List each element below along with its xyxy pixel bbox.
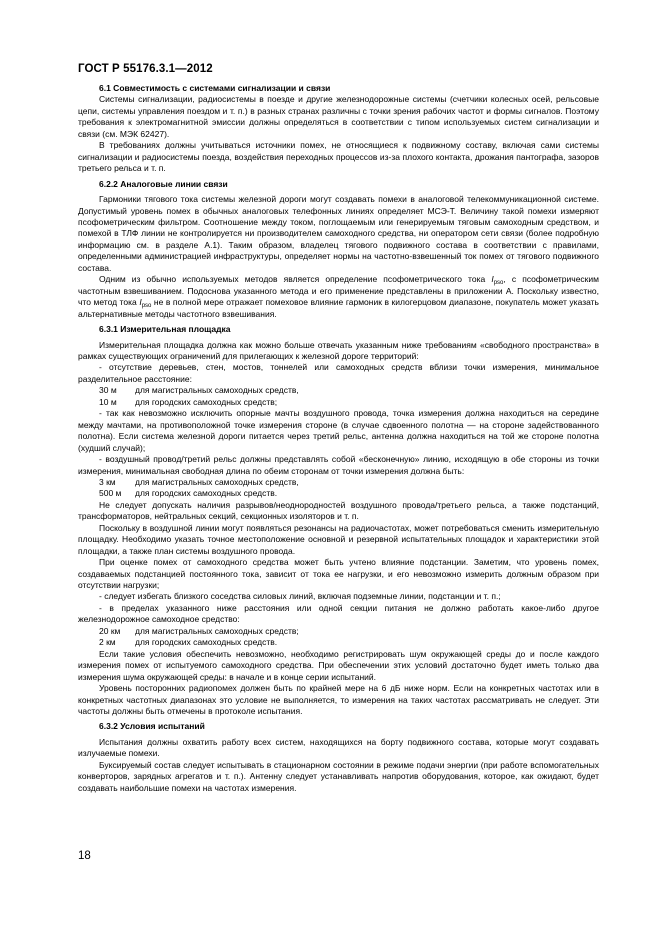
paragraph: Уровень посторонних радиопомех должен быть по крайней мере на 6 дБ ниже норм. Если на конкретных частотах или в конкретных частотных диапазонах это условие не выполняется, то измерения на таких частотах рассматривать не следует. Эти частоты должны быть отмечены в протоколе испытания. [78, 683, 599, 717]
current-symbol: I [491, 274, 494, 285]
distance-text: для городских самоходных средств. [135, 488, 278, 499]
distance-text: для городских самоходных средств; [135, 396, 278, 407]
section-heading-6-2-2: 6.2.2 Аналоговые линии связи [99, 178, 228, 189]
distance-text: для магистральных самоходных средств; [135, 625, 299, 636]
paragraph: Испытания должны охватить работу всех систем, находящихся на борту подвижного состава, которые могут создавать излучаемые помехи. [78, 736, 599, 759]
text-span: Одним из обычно используемых методов является определение псофометрического тока [99, 274, 492, 285]
section-heading-6-3-1: 6.3.1 Измерительная площадка [99, 324, 231, 335]
distance-value: 10 м [99, 396, 117, 407]
distance-row [99, 397, 599, 408]
paragraph: Не следует допускать наличия разрывов/неоднородностей воздушного провода/третьего рельса, а также подстанций, трансформаторов, нейтральных секций, секционных изоляторов и т. п. [78, 499, 599, 522]
paragraph: В требованиях должны учитываться источники помех, не относящиеся к подвижному составу, включая сами системы сигнализации и радиосистемы поезда, воздействия переходных процессов из-за плохого контакта, дрожания пантографа, зазоров третьего рельса и т. п. [78, 140, 599, 174]
distance-value: 3 км [99, 476, 116, 487]
distance-row [99, 637, 599, 648]
distance-row [99, 488, 599, 499]
document-header: ГОСТ Р 55176.3.1—2012 [78, 63, 213, 75]
paragraph: Системы сигнализации, радиосистемы в поезде и другие железнодорожные системы (счетчики колесных осей, рельсовые цепи, системы управления поездом и т. п.) в разных странах различны с точки зрения рабочих частот и формы сигналов. Поэтому требования к электромагнитной эмиссии должны определяться в соответствии с типом используемых систем сигнализации и связи (см. МЭК 62427). [78, 94, 599, 139]
paragraph: Буксируемый состав следует испытывать в стационарном состоянии в режиме подачи энергии (при работе вспомогательных конверторов, зарядных агрегатов и т. п.). Антенну следует устанавливать напротив оборудования, которое, как ожидают, будет создавать наибольшие помехи на частотах измерения. [78, 759, 599, 793]
distance-value: 30 м [99, 385, 117, 396]
distance-row [99, 626, 599, 637]
current-symbol: I [139, 297, 142, 308]
distance-text: для магистральных самоходных средств, [135, 476, 299, 487]
distance-row [99, 477, 599, 488]
paragraph: - в пределах указанного ниже расстояния или одной секции питания не должно работать какое-либо другое железнодорожное самоходное средство: [78, 602, 599, 625]
paragraph: Измерительная площадка должна как можно больше отвечать указанным ниже требованиям «свободного пространства» в рамках существующих ограничений для прилегающих к железной дороге территорий: [78, 339, 599, 361]
paragraph: Если такие условия обеспечить невозможно, необходимо регистрировать шум окружающей среды до и после каждого измерения помех от испытуемого самоходного средства. При обеспечении этих условий достаточно будет иметь только два измерения шума окружающей среды: в начале и в конце серии испытаний. [78, 648, 599, 682]
page-number: 18 [78, 850, 91, 862]
current-subscript: pso [141, 303, 152, 310]
distance-row [99, 385, 599, 396]
distance-text: для городских самоходных средств. [135, 637, 278, 648]
distance-value: 2 км [99, 637, 116, 648]
paragraph: При оценке помех от самоходного средства может быть учтено влияние подстанции. Заметим, что уровень помех, создаваемых подстанцией постоянного тока, зависит от тока ее нагрузки, и его невозможно измерить должным образом при отсутствии нагрузки; [78, 557, 599, 591]
distance-value: 20 км [99, 625, 121, 636]
paragraph: Гармоники тягового тока системы железной дороги могут создавать помехи в аналоговой телекоммуникационной системе. Допустимый уровень помех в обычных аналоговых телефонных линиях определяет МСЭ-Т. Величину такой помехи измеряют псофометрическим фильтром. Соотношение между током, поглощаемым или генерируемым тяговым самоходным средством, и помехой в ТЛФ линии не контролируется ни производителем самоходного средства, ни оператором сети связи (более подробную информацию см. в разделе А.1). Таким образом, владелец тягового подвижного состава в соответствии с правилами, определенными администрацией инфраструктуры, определяет нормы на частотно-взвешенный ток помех от тягового подвижного состава. [78, 194, 599, 273]
distance-text: для магистральных самоходных средств, [135, 385, 299, 396]
document-body [78, 83, 599, 794]
text-span: не в полной мере отражает помеховое влияние гармоник в килогерцовом диапазоне, покупатель может указать альтернативные методы частотного взвешивания. [78, 297, 599, 319]
paragraph: - следует избегать близкого соседства силовых линий, включая подземные линии, подстанции и т. п.; [99, 591, 501, 602]
paragraph: - так как невозможно исключить опорные мачты воздушного провода, точка измерения должна находиться на середине между мачтами, на противоположной точке измерения стороне (в случае сдвоенного полотна — на стороне задействованного полотна). Если система железной дороги питается через третий рельс, антенна должна находиться на той же стороне полотна (худший случай); [78, 408, 599, 453]
distance-value: 500 м [99, 488, 122, 499]
section-heading-6-3-2: 6.3.2 Условия испытаний [99, 721, 205, 732]
paragraph [78, 274, 599, 320]
text-span: , с псофометрическим частотным взвешиванием. Подоснова указанного метода и его применение представлены в приложении А. Поскольку известно, что метод тока [78, 274, 599, 308]
paragraph: Поскольку в воздушной линии могут появляться резонансы на радиочастотах, может потребоваться сменить измерительную площадку. Необходимо указать точное местоположение основной и резервной испытательных площадок и характеристики этой площадки, а также план системы воздушного провода. [78, 522, 599, 556]
paragraph: - отсутствие деревьев, стен, мостов, тоннелей или самоходных средств вблизи точки измерения, минимальное разделительное расстояние: [78, 362, 599, 384]
paragraph: - воздушный провод/третий рельс должны представлять собой «бесконечную» линию, исходящую в обе стороны из точки измерения, минимальная свободная длина по обеим сторонам от точки измерения должна быть: [78, 454, 599, 476]
section-heading-6-1: 6.1 Совместимость с системами сигнализации и связи [99, 83, 331, 93]
current-subscript: pso [493, 280, 504, 287]
